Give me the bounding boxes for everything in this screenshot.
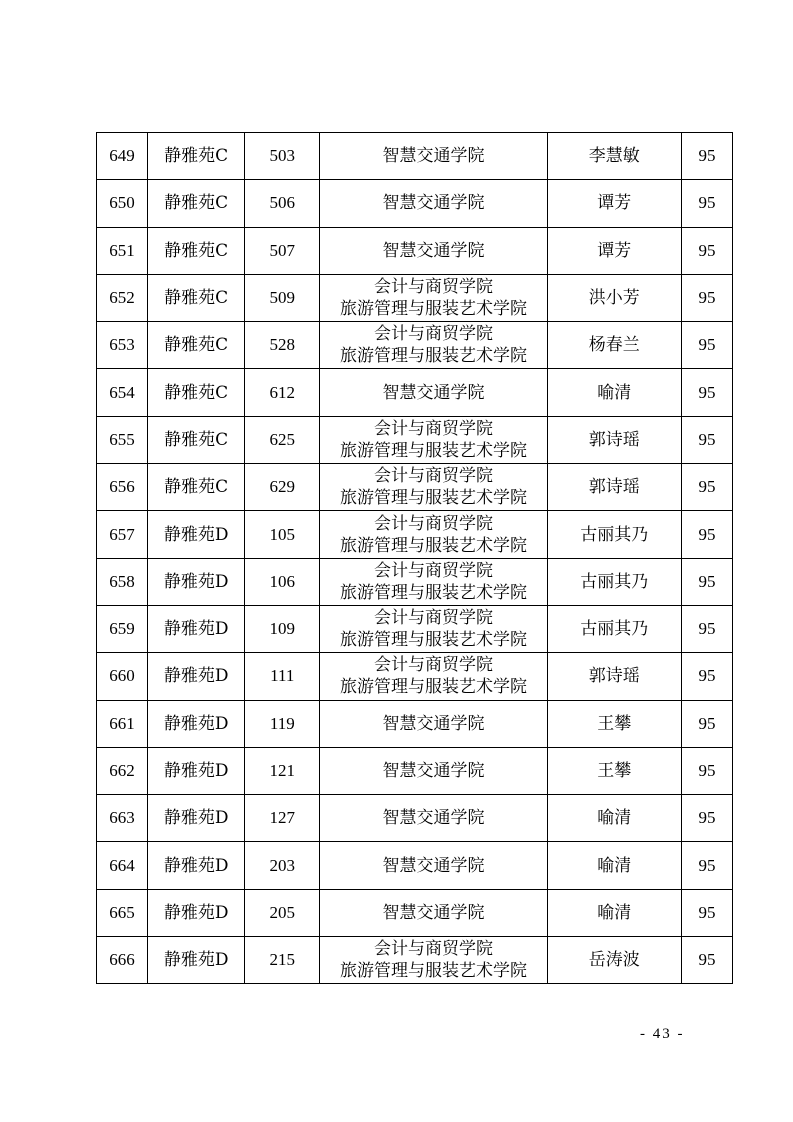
row-number-cell: 649: [97, 133, 148, 180]
building-cell: 静雅苑C: [148, 369, 245, 416]
room-cell: 127: [245, 795, 320, 842]
room-cell: 109: [245, 605, 320, 652]
score-cell: 95: [681, 889, 732, 936]
college-name: 会计与商贸学院: [374, 655, 493, 676]
row-number-cell: 659: [97, 605, 148, 652]
building-cell: 静雅苑C: [148, 274, 245, 321]
table-row: [97, 653, 733, 700]
building-cell: 静雅苑C: [148, 464, 245, 511]
college-name: 智慧交通学院: [382, 146, 485, 167]
table-row: [97, 937, 733, 984]
page-number: - 43 -: [640, 1026, 685, 1042]
table-row: [97, 180, 733, 227]
college-name: 旅游管理与服装艺术学院: [340, 630, 527, 651]
table-row: [97, 133, 733, 180]
room-cell: 205: [245, 889, 320, 936]
row-number-cell: 652: [97, 274, 148, 321]
college-name: 旅游管理与服装艺术学院: [340, 961, 527, 982]
college-name: 会计与商贸学院: [374, 418, 493, 439]
college-cell: [320, 133, 547, 180]
college-name: 会计与商贸学院: [374, 939, 493, 960]
college-name: 旅游管理与服装艺术学院: [340, 582, 527, 603]
college-cell: [320, 558, 547, 605]
score-cell: 95: [681, 274, 732, 321]
table-row: [97, 416, 733, 463]
row-number-cell: 661: [97, 700, 148, 747]
score-cell: 95: [681, 369, 732, 416]
building-cell: 静雅苑D: [148, 747, 245, 794]
table-row: [97, 322, 733, 369]
college-name: 会计与商贸学院: [374, 560, 493, 581]
row-number-cell: 655: [97, 416, 148, 463]
row-number-cell: 650: [97, 180, 148, 227]
room-cell: 203: [245, 842, 320, 889]
score-cell: 95: [681, 605, 732, 652]
college-cell: [320, 700, 547, 747]
room-cell: 121: [245, 747, 320, 794]
score-cell: 95: [681, 795, 732, 842]
score-cell: 95: [681, 180, 732, 227]
college-cell: [320, 274, 547, 321]
score-cell: 95: [681, 558, 732, 605]
college-name: 会计与商贸学院: [374, 608, 493, 629]
score-cell: 95: [681, 227, 732, 274]
dormitory-score-table: [96, 132, 733, 984]
college-cell: [320, 653, 547, 700]
college-cell: [320, 842, 547, 889]
building-cell: 静雅苑D: [148, 511, 245, 558]
building-cell: 静雅苑D: [148, 605, 245, 652]
college-name: 旅游管理与服装艺术学院: [340, 299, 527, 320]
building-cell: 静雅苑D: [148, 889, 245, 936]
college-name: 旅游管理与服装艺术学院: [340, 488, 527, 509]
table-row: [97, 369, 733, 416]
person-cell: 岳涛波: [547, 937, 681, 984]
score-cell: 95: [681, 416, 732, 463]
college-name: 智慧交通学院: [382, 761, 485, 781]
table-row: [97, 700, 733, 747]
table-row: [97, 227, 733, 274]
building-cell: 静雅苑C: [148, 416, 245, 463]
building-cell: 静雅苑C: [148, 133, 245, 180]
row-number-cell: 653: [97, 322, 148, 369]
college-name: 智慧交通学院: [382, 382, 485, 403]
college-name: 旅游管理与服装艺术学院: [340, 346, 527, 367]
building-cell: 静雅苑C: [148, 180, 245, 227]
table-row: [97, 558, 733, 605]
row-number-cell: 666: [97, 937, 148, 984]
table-row: [97, 605, 733, 652]
person-cell: 谭芳: [547, 180, 681, 227]
college-name: 智慧交通学院: [382, 902, 485, 923]
room-cell: 625: [245, 416, 320, 463]
row-number-cell: 665: [97, 889, 148, 936]
room-cell: 119: [245, 700, 320, 747]
college-name: 旅游管理与服装艺术学院: [340, 535, 527, 556]
person-cell: 古丽其乃: [547, 511, 681, 558]
person-cell: 喻清: [547, 369, 681, 416]
college-name: 会计与商贸学院: [374, 466, 493, 487]
college-name: 智慧交通学院: [382, 855, 485, 876]
college-cell: [320, 180, 547, 227]
college-name: 智慧交通学院: [382, 193, 485, 214]
person-cell: 王攀: [547, 700, 681, 747]
table-row: [97, 795, 733, 842]
college-cell: [320, 511, 547, 558]
row-number-cell: 664: [97, 842, 148, 889]
table-row: [97, 889, 733, 936]
room-cell: 503: [245, 133, 320, 180]
person-cell: 喻清: [547, 842, 681, 889]
score-cell: 95: [681, 322, 732, 369]
college-name: 智慧交通学院: [382, 713, 485, 734]
building-cell: 静雅苑D: [148, 937, 245, 984]
college-cell: [320, 322, 547, 369]
college-cell: [320, 227, 547, 274]
building-cell: 静雅苑D: [148, 558, 245, 605]
room-cell: 105: [245, 511, 320, 558]
score-cell: 95: [681, 747, 732, 794]
table-row: [97, 464, 733, 511]
college-cell: [320, 369, 547, 416]
room-cell: 629: [245, 464, 320, 511]
row-number-cell: 654: [97, 369, 148, 416]
building-cell: 静雅苑C: [148, 227, 245, 274]
person-cell: 喻清: [547, 795, 681, 842]
person-cell: 古丽其乃: [547, 605, 681, 652]
person-cell: 王攀: [547, 747, 681, 794]
college-name: 旅游管理与服装艺术学院: [340, 440, 527, 461]
college-name: 智慧交通学院: [382, 240, 485, 261]
college-cell: [320, 416, 547, 463]
score-cell: 95: [681, 464, 732, 511]
building-cell: 静雅苑C: [148, 322, 245, 369]
building-cell: 静雅苑D: [148, 700, 245, 747]
room-cell: 612: [245, 369, 320, 416]
person-cell: 郭诗瑶: [547, 653, 681, 700]
building-cell: 静雅苑D: [148, 842, 245, 889]
score-cell: 95: [681, 700, 732, 747]
row-number-cell: 656: [97, 464, 148, 511]
college-cell: [320, 795, 547, 842]
college-cell: [320, 605, 547, 652]
table-row: [97, 511, 733, 558]
person-cell: 李慧敏: [547, 133, 681, 180]
building-cell: 静雅苑D: [148, 795, 245, 842]
score-cell: 95: [681, 842, 732, 889]
person-cell: 喻清: [547, 889, 681, 936]
person-cell: 古丽其乃: [547, 558, 681, 605]
row-number-cell: 658: [97, 558, 148, 605]
score-cell: 95: [681, 133, 732, 180]
room-cell: 509: [245, 274, 320, 321]
person-cell: 郭诗瑶: [547, 464, 681, 511]
college-name: 会计与商贸学院: [374, 324, 493, 345]
score-cell: 95: [681, 511, 732, 558]
college-cell: [320, 889, 547, 936]
room-cell: 507: [245, 227, 320, 274]
room-cell: 111: [245, 653, 320, 700]
college-name: 会计与商贸学院: [374, 277, 493, 298]
table-row: [97, 274, 733, 321]
row-number-cell: 651: [97, 227, 148, 274]
room-cell: 506: [245, 180, 320, 227]
person-cell: 杨春兰: [547, 322, 681, 369]
table-row: [97, 747, 733, 794]
room-cell: 528: [245, 322, 320, 369]
row-number-cell: 660: [97, 653, 148, 700]
building-cell: 静雅苑D: [148, 653, 245, 700]
person-cell: 郭诗瑶: [547, 416, 681, 463]
score-cell: 95: [681, 653, 732, 700]
person-cell: 谭芳: [547, 227, 681, 274]
college-name: 旅游管理与服装艺术学院: [340, 677, 527, 698]
score-cell: 95: [681, 937, 732, 984]
person-cell: 洪小芳: [547, 274, 681, 321]
row-number-cell: 662: [97, 747, 148, 794]
college-cell: [320, 747, 547, 794]
college-cell: [320, 937, 547, 984]
college-cell: [320, 464, 547, 511]
row-number-cell: 657: [97, 511, 148, 558]
college-name: 智慧交通学院: [382, 808, 485, 829]
row-number-cell: 663: [97, 795, 148, 842]
college-name: 会计与商贸学院: [374, 513, 493, 534]
room-cell: 106: [245, 558, 320, 605]
room-cell: 215: [245, 937, 320, 984]
table-row: [97, 842, 733, 889]
table-body: [97, 133, 733, 984]
